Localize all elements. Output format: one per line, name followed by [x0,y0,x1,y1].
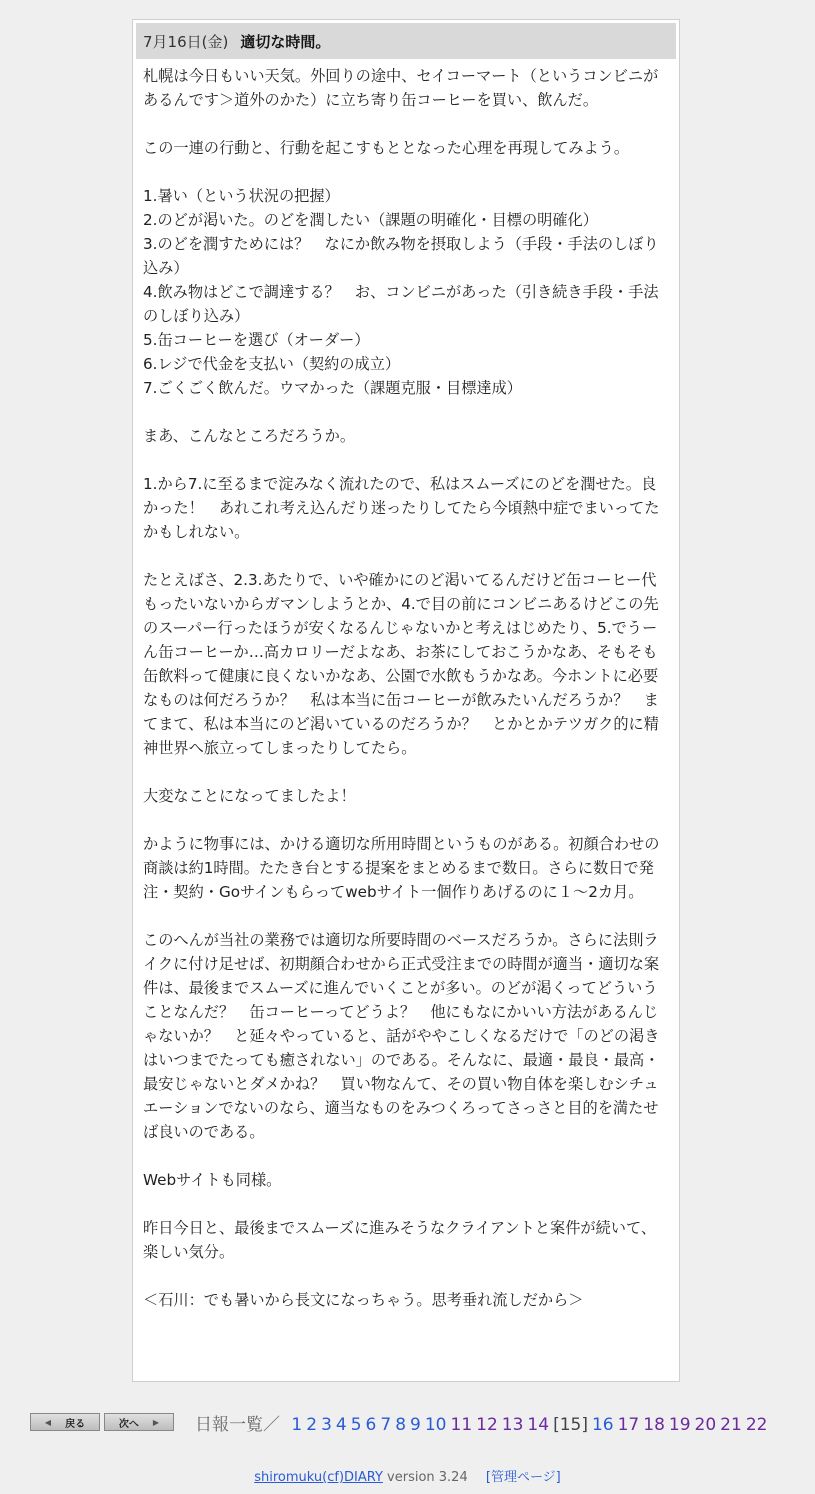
entry-header [136,23,676,59]
diary-entry [132,19,680,1382]
page-link-16[interactable]: 16 [591,1415,614,1435]
page-link-1[interactable]: 1 [291,1415,303,1435]
next-button[interactable] [104,1413,174,1431]
entry-line: Webサイトも同様。 [143,1171,282,1189]
page-link-18[interactable]: 18 [643,1415,665,1435]
entry-paragraph [143,136,671,160]
page-link-8[interactable]: 8 [395,1415,407,1435]
entry-line: 3.のどを潤すためには？ なにか飲み物を摂取しよう（手段・手法のしぼり込み） [143,235,659,277]
entry-line: ＜石川：でも暑いから長文になっちゃう。思考垂れ流しだから＞ [143,1291,584,1309]
prev-button-label: 戻る [65,1418,86,1430]
entry-line: 2.のどが渇いた。のどを潤したい（課題の明確化・目標の明確化） [143,211,598,229]
triangle-left-icon: ◀ [44,1417,52,1427]
entry-line: 大変なことになってましたよ！ [143,787,356,805]
entry-line: まあ、こんなところだろうか。 [143,427,356,445]
page-list [195,1410,771,1435]
page-link-7[interactable]: 7 [380,1415,392,1435]
entry-line: かように物事には、かける適切な所用時間というものがある。初顔合わせの商談は約1時間。たたき台とする提案をまとめるまで数日。さらに数日で発注・契約・Goサインもらってwebサイト一個作りあげるのに１〜2カ月。 [143,835,660,901]
page-link-2[interactable]: 2 [306,1415,318,1435]
page-link-20[interactable]: 20 [694,1415,717,1435]
page-link-12[interactable]: 12 [476,1415,498,1435]
entry-paragraph [143,568,671,760]
page-link-6[interactable]: 6 [365,1415,377,1435]
page-list-label: 日報一覧／ [195,1415,280,1435]
entry-line: 1.から7.に至るまで淀みなく流れたので、私はスムーズにのどを潤せた。良かった！ あれこれ考え込んだり迷ったりしてたら今頃熱中症でまいってたかもしれない。 [143,475,660,541]
entry-paragraph [143,64,671,112]
entry-line: 5.缶コーヒーを選び（オーダー） [143,331,370,349]
entry-paragraph [143,832,671,904]
entry-paragraph [143,1288,671,1312]
entry-line: たとえばさ、2.3.あたりで、いや確かにのど渇いてるんだけど缶コーヒー代もったいないからガマンしようとか、4.で目の前にコンビニあるけどこの先のスーパー行ったほうが安くなるんじゃないかと考えはじめたり、5.でうーん缶コーヒーか…高カロリーだよなあ、お茶にしておこうかなあ、そもそも缶飲料って健康に良くないかなあ、公園で水飲もうかなあ。今ホントに必要なものは何だろうか？ 私は本当に缶コーヒーが飲みたいんだろうか？ まてまて、私は本当にのど渇いているのだろうか？ とかとかテツガク的に精神世界へ旅立ってしまったりしてたら。 [143,571,659,757]
page-link-4[interactable]: 4 [335,1415,347,1435]
admin-link[interactable]: [管理ページ] [485,1470,561,1485]
page-link-11[interactable]: 11 [450,1415,473,1435]
page-link-21[interactable]: 21 [720,1415,742,1435]
page-link-14[interactable]: 14 [527,1415,550,1435]
current-page: [15] [553,1415,588,1435]
page-link-9[interactable]: 9 [410,1415,421,1435]
footer [0,1466,815,1485]
entry-line: このへんが当社の業務では適切な所要時間のベースだろうか。さらに法則ライクに付け足せば、初期顔合わせから正式受注までの時間が適当・適切な案件は、最後までスムーズに進んでいくことが多い。のどが渇くってどういうことなんだ？ 缶コーヒーってどうよ？ 他にもなにかいい方法があるんじゃないか？ と延々やっていると、話がややこしくなるだけで「のどの渇きはいつまでたっても癒されない」のである。そんなに、最適・最良・最高・最安じゃないとダメかね？ 買い物なんて、その買い物自体を楽しむシチュエーションでないのなら、適当なものをみつくろってさっさと目的を満たせば良いのである。 [143,931,660,1141]
page-link-3[interactable]: 3 [321,1415,332,1435]
entry-line: 昨日今日と、最後までスムーズに進みそうなクライアントと案件が続いて、楽しい気分。 [143,1219,657,1261]
entry-body [143,64,671,1336]
next-button-label: 次へ [118,1418,139,1430]
entry-title: 適切な時間。 [240,32,331,51]
entry-paragraph [143,1168,671,1192]
entry-line: 4.飲み物はどこで調達する？ お、コンビニがあった（引き続き手段・手法のしぼり込み） [143,283,659,325]
entry-paragraph [143,1216,671,1264]
entry-paragraph [143,184,671,400]
entry-date: 7月16日(金) [143,32,229,51]
page-link-13[interactable]: 13 [501,1415,524,1435]
page-link-17[interactable]: 17 [617,1415,640,1435]
prev-button[interactable] [30,1413,100,1431]
page-link-19[interactable]: 19 [668,1415,691,1435]
entry-line: 6.レジで代金を支払い（契約の成立） [143,355,401,373]
entry-line: 7.ごくごく飲んだ。ウマかった（課題克服・目標達成） [143,379,522,397]
triangle-right-icon: ▶ [152,1417,160,1427]
entry-paragraph [143,784,671,808]
entry-paragraph [143,472,671,544]
version-text: version 3.24 [387,1470,468,1485]
entry-line: 1.暑い（という状況の把握） [143,187,340,205]
page-link-5[interactable]: 5 [350,1415,362,1435]
entry-line: この一連の行動と、行動を起こすもととなった心理を再現してみよう。 [143,139,629,157]
entry-paragraph [143,424,671,448]
entry-paragraph [143,928,671,1144]
page-link-22[interactable]: 22 [745,1415,768,1435]
page-link-10[interactable]: 10 [424,1415,447,1435]
app-link[interactable]: shiromuku(cf)DIARY [254,1470,383,1485]
entry-line: 札幌は今日もいい天気。外回りの途中、セイコーマート（というコンビニがあるんです＞道外のかた）に立ち寄り缶コーヒーを買い、飲んだ。 [143,67,659,109]
